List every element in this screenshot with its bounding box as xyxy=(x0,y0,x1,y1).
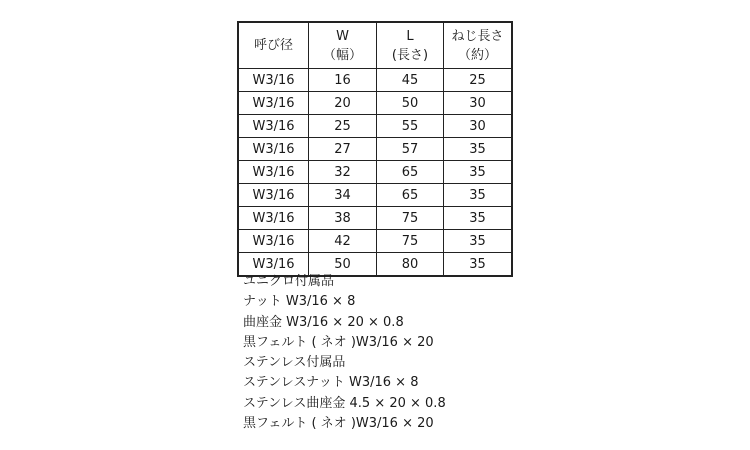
cell-thread-length: 30 xyxy=(444,92,513,115)
cell-length: 65 xyxy=(377,184,444,207)
cell-nominal-size: W3/16 xyxy=(238,138,309,161)
note-line: 曲座金 W3/16 × 20 × 0.8 xyxy=(243,314,404,330)
table-row xyxy=(238,115,512,138)
cell-width: 42 xyxy=(309,230,377,253)
cell-nominal-size: W3/16 xyxy=(238,207,309,230)
table-row xyxy=(238,230,512,253)
cell-thread-length: 35 xyxy=(444,253,513,277)
cell-length: 55 xyxy=(377,115,444,138)
cell-width: 27 xyxy=(309,138,377,161)
table-row xyxy=(238,207,512,230)
note-line: ステンレス曲座金 4.5 × 20 × 0.8 xyxy=(243,395,446,411)
cell-length: 45 xyxy=(377,69,444,92)
header-width-label: W xyxy=(336,28,349,44)
header-nominal-size-label: 呼び径 xyxy=(253,38,293,53)
cell-nominal-size: W3/16 xyxy=(238,161,309,184)
accessories-notes xyxy=(243,272,446,434)
cell-nominal-size: W3/16 xyxy=(238,253,309,277)
cell-thread-length: 25 xyxy=(444,69,513,92)
cell-width: 38 xyxy=(309,207,377,230)
header-length xyxy=(377,22,444,69)
cell-width: 16 xyxy=(309,69,377,92)
table-row xyxy=(238,138,512,161)
header-nominal-size xyxy=(238,22,309,69)
header-width-sub: （幅） xyxy=(322,47,362,63)
table-row xyxy=(238,184,512,207)
cell-thread-length: 35 xyxy=(444,207,513,230)
header-thread-length xyxy=(444,22,513,69)
note-heading-uniclo-accessories: ユニクロ付属品 xyxy=(243,274,335,289)
note-heading-stainless-accessories: ステンレス付属品 xyxy=(243,355,346,371)
note-line: 黒フェルト ( ネオ )W3/16 × 20 xyxy=(243,416,434,432)
note-line: ナット W3/16 × 8 xyxy=(243,294,356,310)
cell-width: 50 xyxy=(309,253,377,277)
header-thread-length-label: ねじ長さ xyxy=(451,28,504,44)
cell-width: 25 xyxy=(309,115,377,138)
cell-width: 32 xyxy=(309,161,377,184)
header-width xyxy=(309,22,377,69)
cell-nominal-size: W3/16 xyxy=(238,184,309,207)
cell-length: 50 xyxy=(377,92,444,115)
cell-thread-length: 35 xyxy=(444,230,513,253)
cell-nominal-size: W3/16 xyxy=(238,69,309,92)
cell-width: 20 xyxy=(309,92,377,115)
cell-nominal-size: W3/16 xyxy=(238,230,309,253)
cell-nominal-size: W3/16 xyxy=(238,115,309,138)
table-header-row xyxy=(238,22,512,69)
cell-length: 80 xyxy=(377,253,444,277)
spec-table xyxy=(237,21,513,277)
note-line: 黒フェルト ( ネオ )W3/16 × 20 xyxy=(243,334,434,350)
cell-width: 34 xyxy=(309,184,377,207)
cell-thread-length: 35 xyxy=(444,184,513,207)
note-line: ステンレスナット W3/16 × 8 xyxy=(243,375,419,391)
cell-length: 75 xyxy=(377,230,444,253)
cell-nominal-size: W3/16 xyxy=(238,92,309,115)
header-length-label: L xyxy=(406,28,414,44)
cell-length: 57 xyxy=(377,138,444,161)
header-length-sub: (長さ) xyxy=(391,47,429,63)
table-row xyxy=(238,161,512,184)
cell-length: 75 xyxy=(377,207,444,230)
cell-length: 65 xyxy=(377,161,444,184)
cell-thread-length: 35 xyxy=(444,161,513,184)
table-row xyxy=(238,69,512,92)
table-row xyxy=(238,92,512,115)
cell-thread-length: 30 xyxy=(444,115,513,138)
header-thread-length-sub: （約） xyxy=(457,47,497,63)
cell-thread-length: 35 xyxy=(444,138,513,161)
